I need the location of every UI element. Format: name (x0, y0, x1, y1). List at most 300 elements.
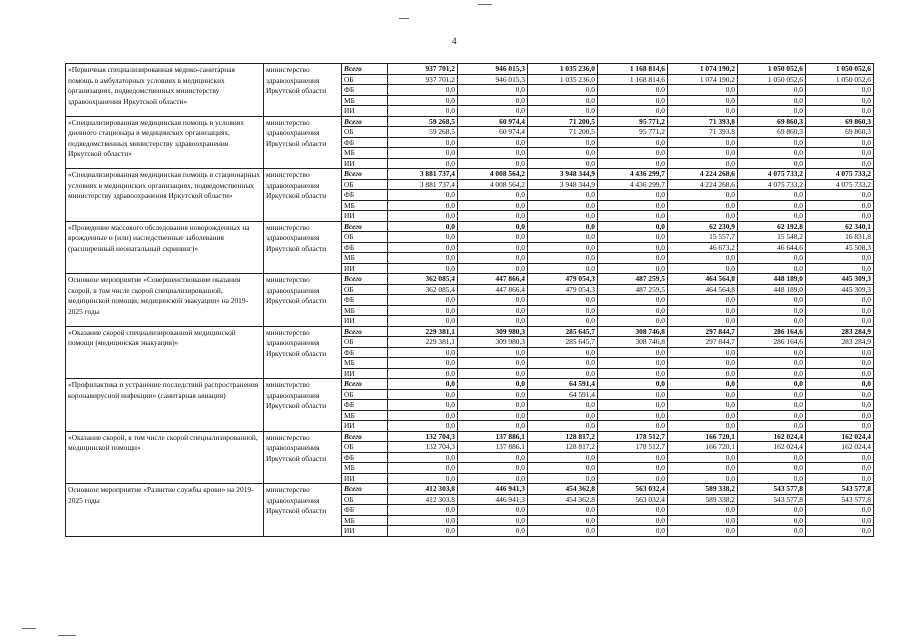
amount-cell: 4 224 268,6 (668, 179, 738, 190)
measure-name: Основное мероприятие «Совершенствование оказания скорой, в том числе скорой специализированной, медицинской помощи, медицинской эвакуации» на 2019-2025 годы (66, 274, 264, 327)
amount-cell: 0,0 (668, 295, 738, 306)
amount-cell: 0,0 (388, 410, 458, 421)
amount-cell: 0,0 (668, 452, 738, 463)
amount-cell: 0,0 (388, 221, 458, 232)
amount-cell: 0,0 (668, 526, 738, 537)
amount-cell: 0,0 (738, 211, 806, 222)
funding-source: ИИ (342, 211, 388, 222)
measure-name: «Оказание скорой, в том числе скорой специализированной, медицинской помощи» (66, 431, 264, 484)
responsible-org: министерство здравоохранения Иркутской области (264, 64, 342, 117)
amount-cell: 0,0 (598, 263, 668, 274)
amount-cell: 0,0 (668, 106, 738, 117)
amount-cell: 0,0 (738, 347, 806, 358)
amount-cell: 0,0 (458, 190, 528, 201)
amount-cell: 0,0 (668, 190, 738, 201)
funding-source: МБ (342, 95, 388, 106)
amount-cell: 0,0 (388, 526, 458, 537)
funding-source: ФБ (342, 347, 388, 358)
amount-cell: 0,0 (388, 515, 458, 526)
funding-source: ОБ (342, 284, 388, 295)
amount-cell: 0,0 (738, 368, 806, 379)
amount-cell: 0,0 (738, 95, 806, 106)
amount-cell: 0,0 (528, 526, 598, 537)
amount-cell: 0,0 (806, 452, 874, 463)
amount-cell: 445 309,3 (806, 284, 874, 295)
amount-cell: 0,0 (528, 305, 598, 316)
responsible-org: министерство здравоохранения Иркутской области (264, 484, 342, 537)
amount-cell: 0,0 (458, 379, 528, 390)
amount-cell: 487 259,5 (598, 274, 668, 285)
amount-cell: 0,0 (528, 190, 598, 201)
funding-source: ИИ (342, 158, 388, 169)
amount-cell: 0,0 (458, 106, 528, 117)
amount-cell: 4 224 268,6 (668, 169, 738, 180)
amount-cell: 0,0 (458, 515, 528, 526)
amount-cell: 0,0 (806, 400, 874, 411)
amount-cell: 178 512,7 (598, 442, 668, 453)
amount-cell: 946 015,3 (458, 74, 528, 85)
amount-cell: 0,0 (388, 347, 458, 358)
amount-cell: 454 362,8 (528, 494, 598, 505)
amount-cell: 0,0 (738, 295, 806, 306)
scan-mark (478, 4, 492, 5)
amount-cell: 563 032,4 (598, 494, 668, 505)
amount-cell: 46 673,2 (668, 242, 738, 253)
amount-cell: 285 645,7 (528, 337, 598, 348)
amount-cell: 0,0 (598, 505, 668, 516)
funding-source: ИИ (342, 421, 388, 432)
amount-cell: 0,0 (388, 295, 458, 306)
amount-cell: 479 054,3 (528, 274, 598, 285)
funding-source: МБ (342, 515, 388, 526)
amount-cell: 448 189,0 (738, 274, 806, 285)
funding-table-body (66, 64, 874, 537)
amount-cell: 0,0 (458, 158, 528, 169)
funding-source: ИИ (342, 473, 388, 484)
amount-cell: 0,0 (598, 400, 668, 411)
amount-cell: 0,0 (806, 316, 874, 327)
amount-cell: 589 338,2 (668, 484, 738, 495)
amount-cell: 0,0 (668, 410, 738, 421)
amount-cell: 447 866,4 (458, 274, 528, 285)
amount-cell: 4 008 564,2 (458, 169, 528, 180)
amount-cell: 0,0 (388, 211, 458, 222)
amount-cell: 1 168 814,6 (598, 64, 668, 75)
funding-source: ФБ (342, 295, 388, 306)
responsible-org: министерство здравоохранения Иркутской области (264, 221, 342, 274)
amount-cell: 0,0 (598, 95, 668, 106)
amount-cell: 0,0 (388, 473, 458, 484)
amount-cell: 464 564,8 (668, 284, 738, 295)
amount-cell: 0,0 (598, 347, 668, 358)
amount-cell: 0,0 (458, 242, 528, 253)
amount-cell: 0,0 (598, 463, 668, 474)
amount-cell: 1 050 052,6 (806, 64, 874, 75)
amount-cell: 454 362,8 (528, 484, 598, 495)
amount-cell: 166 720,1 (668, 431, 738, 442)
amount-cell: 0,0 (738, 137, 806, 148)
amount-cell: 0,0 (528, 85, 598, 96)
amount-cell: 162 024,4 (806, 442, 874, 453)
amount-cell: 0,0 (806, 379, 874, 390)
amount-cell: 446 941,3 (458, 484, 528, 495)
amount-cell: 0,0 (388, 253, 458, 264)
amount-cell: 0,0 (458, 473, 528, 484)
amount-cell: 0,0 (388, 379, 458, 390)
amount-cell: 69 860,3 (738, 116, 806, 127)
amount-cell: 0,0 (738, 148, 806, 159)
funding-source: ОБ (342, 442, 388, 453)
amount-cell: 946 015,3 (458, 64, 528, 75)
amount-cell: 0,0 (668, 379, 738, 390)
table-row (66, 431, 874, 442)
amount-cell: 0,0 (806, 305, 874, 316)
amount-cell: 229 381,1 (388, 326, 458, 337)
amount-cell: 0,0 (528, 316, 598, 327)
amount-cell: 0,0 (598, 242, 668, 253)
amount-cell: 0,0 (806, 473, 874, 484)
amount-cell: 0,0 (528, 221, 598, 232)
amount-cell: 0,0 (458, 421, 528, 432)
amount-cell: 0,0 (806, 200, 874, 211)
amount-cell: 0,0 (738, 379, 806, 390)
amount-cell: 0,0 (738, 463, 806, 474)
amount-cell: 0,0 (806, 106, 874, 117)
amount-cell: 0,0 (458, 400, 528, 411)
funding-source: Всего (342, 169, 388, 180)
amount-cell: 0,0 (598, 211, 668, 222)
amount-cell: 62 340,1 (806, 221, 874, 232)
amount-cell: 0,0 (458, 253, 528, 264)
amount-cell: 479 054,3 (528, 284, 598, 295)
amount-cell: 563 032,4 (598, 484, 668, 495)
amount-cell: 69 860,3 (806, 116, 874, 127)
amount-cell: 0,0 (806, 526, 874, 537)
amount-cell: 447 866,4 (458, 284, 528, 295)
amount-cell: 0,0 (738, 505, 806, 516)
amount-cell: 0,0 (738, 200, 806, 211)
amount-cell: 297 844,7 (668, 337, 738, 348)
amount-cell: 0,0 (668, 389, 738, 400)
amount-cell: 95 771,2 (598, 116, 668, 127)
amount-cell: 0,0 (668, 421, 738, 432)
amount-cell: 0,0 (668, 253, 738, 264)
responsible-org: министерство здравоохранения Иркутской области (264, 379, 342, 432)
amount-cell: 0,0 (458, 263, 528, 274)
amount-cell: 0,0 (806, 515, 874, 526)
amount-cell: 937 701,2 (388, 74, 458, 85)
amount-cell: 162 024,4 (806, 431, 874, 442)
amount-cell: 0,0 (458, 463, 528, 474)
amount-cell: 0,0 (738, 106, 806, 117)
amount-cell: 0,0 (806, 389, 874, 400)
table-row (66, 326, 874, 337)
amount-cell: 0,0 (598, 137, 668, 148)
amount-cell: 286 164,6 (738, 326, 806, 337)
amount-cell: 0,0 (598, 452, 668, 463)
amount-cell: 0,0 (458, 211, 528, 222)
amount-cell: 0,0 (598, 473, 668, 484)
amount-cell: 0,0 (598, 368, 668, 379)
measure-name: «Проведение массового обследования новорожденных на врожденные и (или) наследственные заболевания (расширенный неонатальный скрининг)» (66, 221, 264, 274)
amount-cell: 0,0 (528, 95, 598, 106)
amount-cell: 132 704,3 (388, 442, 458, 453)
amount-cell: 69 860,3 (738, 127, 806, 138)
amount-cell: 412 303,8 (388, 484, 458, 495)
amount-cell: 0,0 (806, 358, 874, 369)
amount-cell: 0,0 (738, 421, 806, 432)
amount-cell: 543 577,8 (806, 494, 874, 505)
amount-cell: 297 844,7 (668, 326, 738, 337)
amount-cell: 0,0 (598, 305, 668, 316)
amount-cell: 0,0 (458, 505, 528, 516)
amount-cell: 0,0 (528, 263, 598, 274)
amount-cell: 308 746,8 (598, 326, 668, 337)
amount-cell: 283 284,9 (806, 326, 874, 337)
amount-cell: 0,0 (806, 295, 874, 306)
amount-cell: 1 035 236,0 (528, 74, 598, 85)
amount-cell: 0,0 (738, 400, 806, 411)
amount-cell: 3 948 344,9 (528, 179, 598, 190)
funding-source: Всего (342, 326, 388, 337)
amount-cell: 4 008 564,2 (458, 179, 528, 190)
amount-cell: 0,0 (668, 505, 738, 516)
amount-cell: 71 200,5 (528, 116, 598, 127)
scan-mark (58, 635, 76, 636)
amount-cell: 0,0 (388, 463, 458, 474)
funding-source: ОБ (342, 232, 388, 243)
funding-source: МБ (342, 148, 388, 159)
amount-cell: 0,0 (598, 515, 668, 526)
measure-name: «Профилактика и устранение последствий распространения коронавирусной инфекции» (санитарная авиация) (66, 379, 264, 432)
table-row (66, 116, 874, 127)
amount-cell: 0,0 (598, 85, 668, 96)
amount-cell: 0,0 (528, 473, 598, 484)
amount-cell: 0,0 (598, 526, 668, 537)
amount-cell: 0,0 (458, 95, 528, 106)
amount-cell: 59 268,5 (388, 127, 458, 138)
funding-source: ОБ (342, 494, 388, 505)
amount-cell: 0,0 (458, 200, 528, 211)
amount-cell: 64 591,4 (528, 379, 598, 390)
amount-cell: 0,0 (668, 263, 738, 274)
funding-source: Всего (342, 274, 388, 285)
amount-cell: 4 075 733,2 (806, 179, 874, 190)
amount-cell: 3 948 344,9 (528, 169, 598, 180)
amount-cell: 0,0 (668, 200, 738, 211)
funding-source: ИИ (342, 526, 388, 537)
amount-cell: 0,0 (598, 148, 668, 159)
amount-cell: 0,0 (458, 305, 528, 316)
amount-cell: 0,0 (806, 347, 874, 358)
amount-cell: 62 192,8 (738, 221, 806, 232)
amount-cell: 362 085,4 (388, 284, 458, 295)
amount-cell: 286 164,6 (738, 337, 806, 348)
amount-cell: 0,0 (668, 148, 738, 159)
amount-cell: 0,0 (388, 95, 458, 106)
amount-cell: 0,0 (458, 368, 528, 379)
funding-source: ОБ (342, 74, 388, 85)
amount-cell: 132 704,3 (388, 431, 458, 442)
amount-cell: 0,0 (388, 505, 458, 516)
amount-cell: 1 074 190,2 (668, 74, 738, 85)
amount-cell: 0,0 (668, 358, 738, 369)
funding-source: МБ (342, 200, 388, 211)
amount-cell: 0,0 (528, 106, 598, 117)
amount-cell: 0,0 (388, 368, 458, 379)
amount-cell: 0,0 (458, 85, 528, 96)
amount-cell: 412 303,8 (388, 494, 458, 505)
amount-cell: 0,0 (388, 400, 458, 411)
amount-cell: 0,0 (388, 200, 458, 211)
amount-cell: 0,0 (598, 232, 668, 243)
amount-cell: 0,0 (806, 148, 874, 159)
amount-cell: 71 393,8 (668, 127, 738, 138)
amount-cell: 0,0 (388, 190, 458, 201)
funding-source: Всего (342, 221, 388, 232)
amount-cell: 0,0 (388, 263, 458, 274)
amount-cell: 0,0 (738, 473, 806, 484)
scan-mark (399, 18, 409, 19)
amount-cell: 0,0 (806, 505, 874, 516)
amount-cell: 3 881 737,4 (388, 169, 458, 180)
funding-source: ИИ (342, 316, 388, 327)
amount-cell: 0,0 (458, 347, 528, 358)
measure-name: «Специализированная медицинская помощь в условиях дневного стационара в медицинских организациях, подведомственных министерству здравоохранения Иркутской области» (66, 116, 264, 169)
amount-cell: 0,0 (668, 473, 738, 484)
funding-source: ФБ (342, 242, 388, 253)
funding-source: МБ (342, 410, 388, 421)
amount-cell: 0,0 (806, 463, 874, 474)
amount-cell: 0,0 (388, 106, 458, 117)
funding-source: ФБ (342, 85, 388, 96)
funding-source: ИИ (342, 263, 388, 274)
amount-cell: 543 577,8 (738, 484, 806, 495)
funding-source: ФБ (342, 505, 388, 516)
amount-cell: 0,0 (738, 410, 806, 421)
amount-cell: 128 817,2 (528, 431, 598, 442)
amount-cell: 46 644,6 (738, 242, 806, 253)
amount-cell: 0,0 (806, 95, 874, 106)
amount-cell: 0,0 (806, 190, 874, 201)
amount-cell: 128 817,2 (528, 442, 598, 453)
amount-cell: 229 381,1 (388, 337, 458, 348)
amount-cell: 0,0 (668, 347, 738, 358)
amount-cell: 0,0 (598, 358, 668, 369)
amount-cell: 1 074 190,2 (668, 64, 738, 75)
amount-cell: 0,0 (806, 368, 874, 379)
amount-cell: 0,0 (388, 452, 458, 463)
amount-cell: 0,0 (806, 421, 874, 432)
amount-cell: 0,0 (738, 158, 806, 169)
amount-cell: 60 974,4 (458, 116, 528, 127)
amount-cell: 0,0 (388, 305, 458, 316)
amount-cell: 0,0 (458, 232, 528, 243)
amount-cell: 0,0 (528, 148, 598, 159)
responsible-org: министерство здравоохранения Иркутской области (264, 116, 342, 169)
amount-cell: 0,0 (598, 295, 668, 306)
amount-cell: 4 436 299,7 (598, 179, 668, 190)
funding-source: МБ (342, 253, 388, 264)
amount-cell: 309 980,3 (458, 337, 528, 348)
measure-name: «Оказание скорой специализированной медицинской помощи (медицинская эвакуация)» (66, 326, 264, 379)
amount-cell: 0,0 (598, 421, 668, 432)
amount-cell: 464 564,8 (668, 274, 738, 285)
amount-cell: 362 085,4 (388, 274, 458, 285)
amount-cell: 0,0 (668, 463, 738, 474)
funding-source: ОБ (342, 127, 388, 138)
amount-cell: 0,0 (458, 452, 528, 463)
funding-source: ОБ (342, 337, 388, 348)
amount-cell: 0,0 (388, 242, 458, 253)
amount-cell: 0,0 (458, 295, 528, 306)
amount-cell: 0,0 (528, 200, 598, 211)
funding-source: МБ (342, 358, 388, 369)
amount-cell: 0,0 (738, 515, 806, 526)
amount-cell: 0,0 (458, 316, 528, 327)
amount-cell: 0,0 (738, 190, 806, 201)
funding-source: ОБ (342, 179, 388, 190)
funding-source: Всего (342, 379, 388, 390)
amount-cell: 45 508,3 (806, 242, 874, 253)
responsible-org: министерство здравоохранения Иркутской области (264, 274, 342, 327)
amount-cell: 4 075 733,2 (738, 169, 806, 180)
amount-cell: 0,0 (528, 400, 598, 411)
amount-cell: 0,0 (668, 368, 738, 379)
amount-cell: 446 941,3 (458, 494, 528, 505)
funding-source: Всего (342, 431, 388, 442)
amount-cell: 309 980,3 (458, 326, 528, 337)
funding-source: ИИ (342, 368, 388, 379)
amount-cell: 1 050 052,6 (738, 64, 806, 75)
amount-cell: 0,0 (738, 316, 806, 327)
responsible-org: министерство здравоохранения Иркутской области (264, 326, 342, 379)
amount-cell: 137 886,1 (458, 431, 528, 442)
amount-cell: 0,0 (668, 85, 738, 96)
amount-cell: 285 645,7 (528, 326, 598, 337)
amount-cell: 937 701,2 (388, 64, 458, 75)
amount-cell: 0,0 (806, 85, 874, 96)
amount-cell: 0,0 (528, 410, 598, 421)
amount-cell: 0,0 (738, 452, 806, 463)
amount-cell: 0,0 (528, 452, 598, 463)
amount-cell: 0,0 (528, 242, 598, 253)
page-number: 4 (452, 36, 457, 46)
funding-source: ФБ (342, 137, 388, 148)
amount-cell: 0,0 (806, 137, 874, 148)
amount-cell: 0,0 (528, 515, 598, 526)
amount-cell: 0,0 (388, 421, 458, 432)
funding-source: ФБ (342, 452, 388, 463)
amount-cell: 0,0 (806, 263, 874, 274)
amount-cell: 0,0 (528, 211, 598, 222)
amount-cell: 0,0 (458, 389, 528, 400)
amount-cell: 0,0 (458, 410, 528, 421)
funding-source: МБ (342, 463, 388, 474)
funding-table (65, 63, 874, 537)
funding-source: ИИ (342, 106, 388, 117)
amount-cell: 0,0 (528, 368, 598, 379)
responsible-org: министерство здравоохранения Иркутской области (264, 431, 342, 484)
amount-cell: 445 309,3 (806, 274, 874, 285)
amount-cell: 0,0 (598, 253, 668, 264)
amount-cell: 60 974,4 (458, 127, 528, 138)
amount-cell: 162 024,4 (738, 442, 806, 453)
amount-cell: 62 230,9 (668, 221, 738, 232)
amount-cell: 0,0 (738, 85, 806, 96)
measure-name: Основное мероприятие «Развитие службы крови» на 2019-2025 годы (66, 484, 264, 537)
amount-cell: 71 200,5 (528, 127, 598, 138)
